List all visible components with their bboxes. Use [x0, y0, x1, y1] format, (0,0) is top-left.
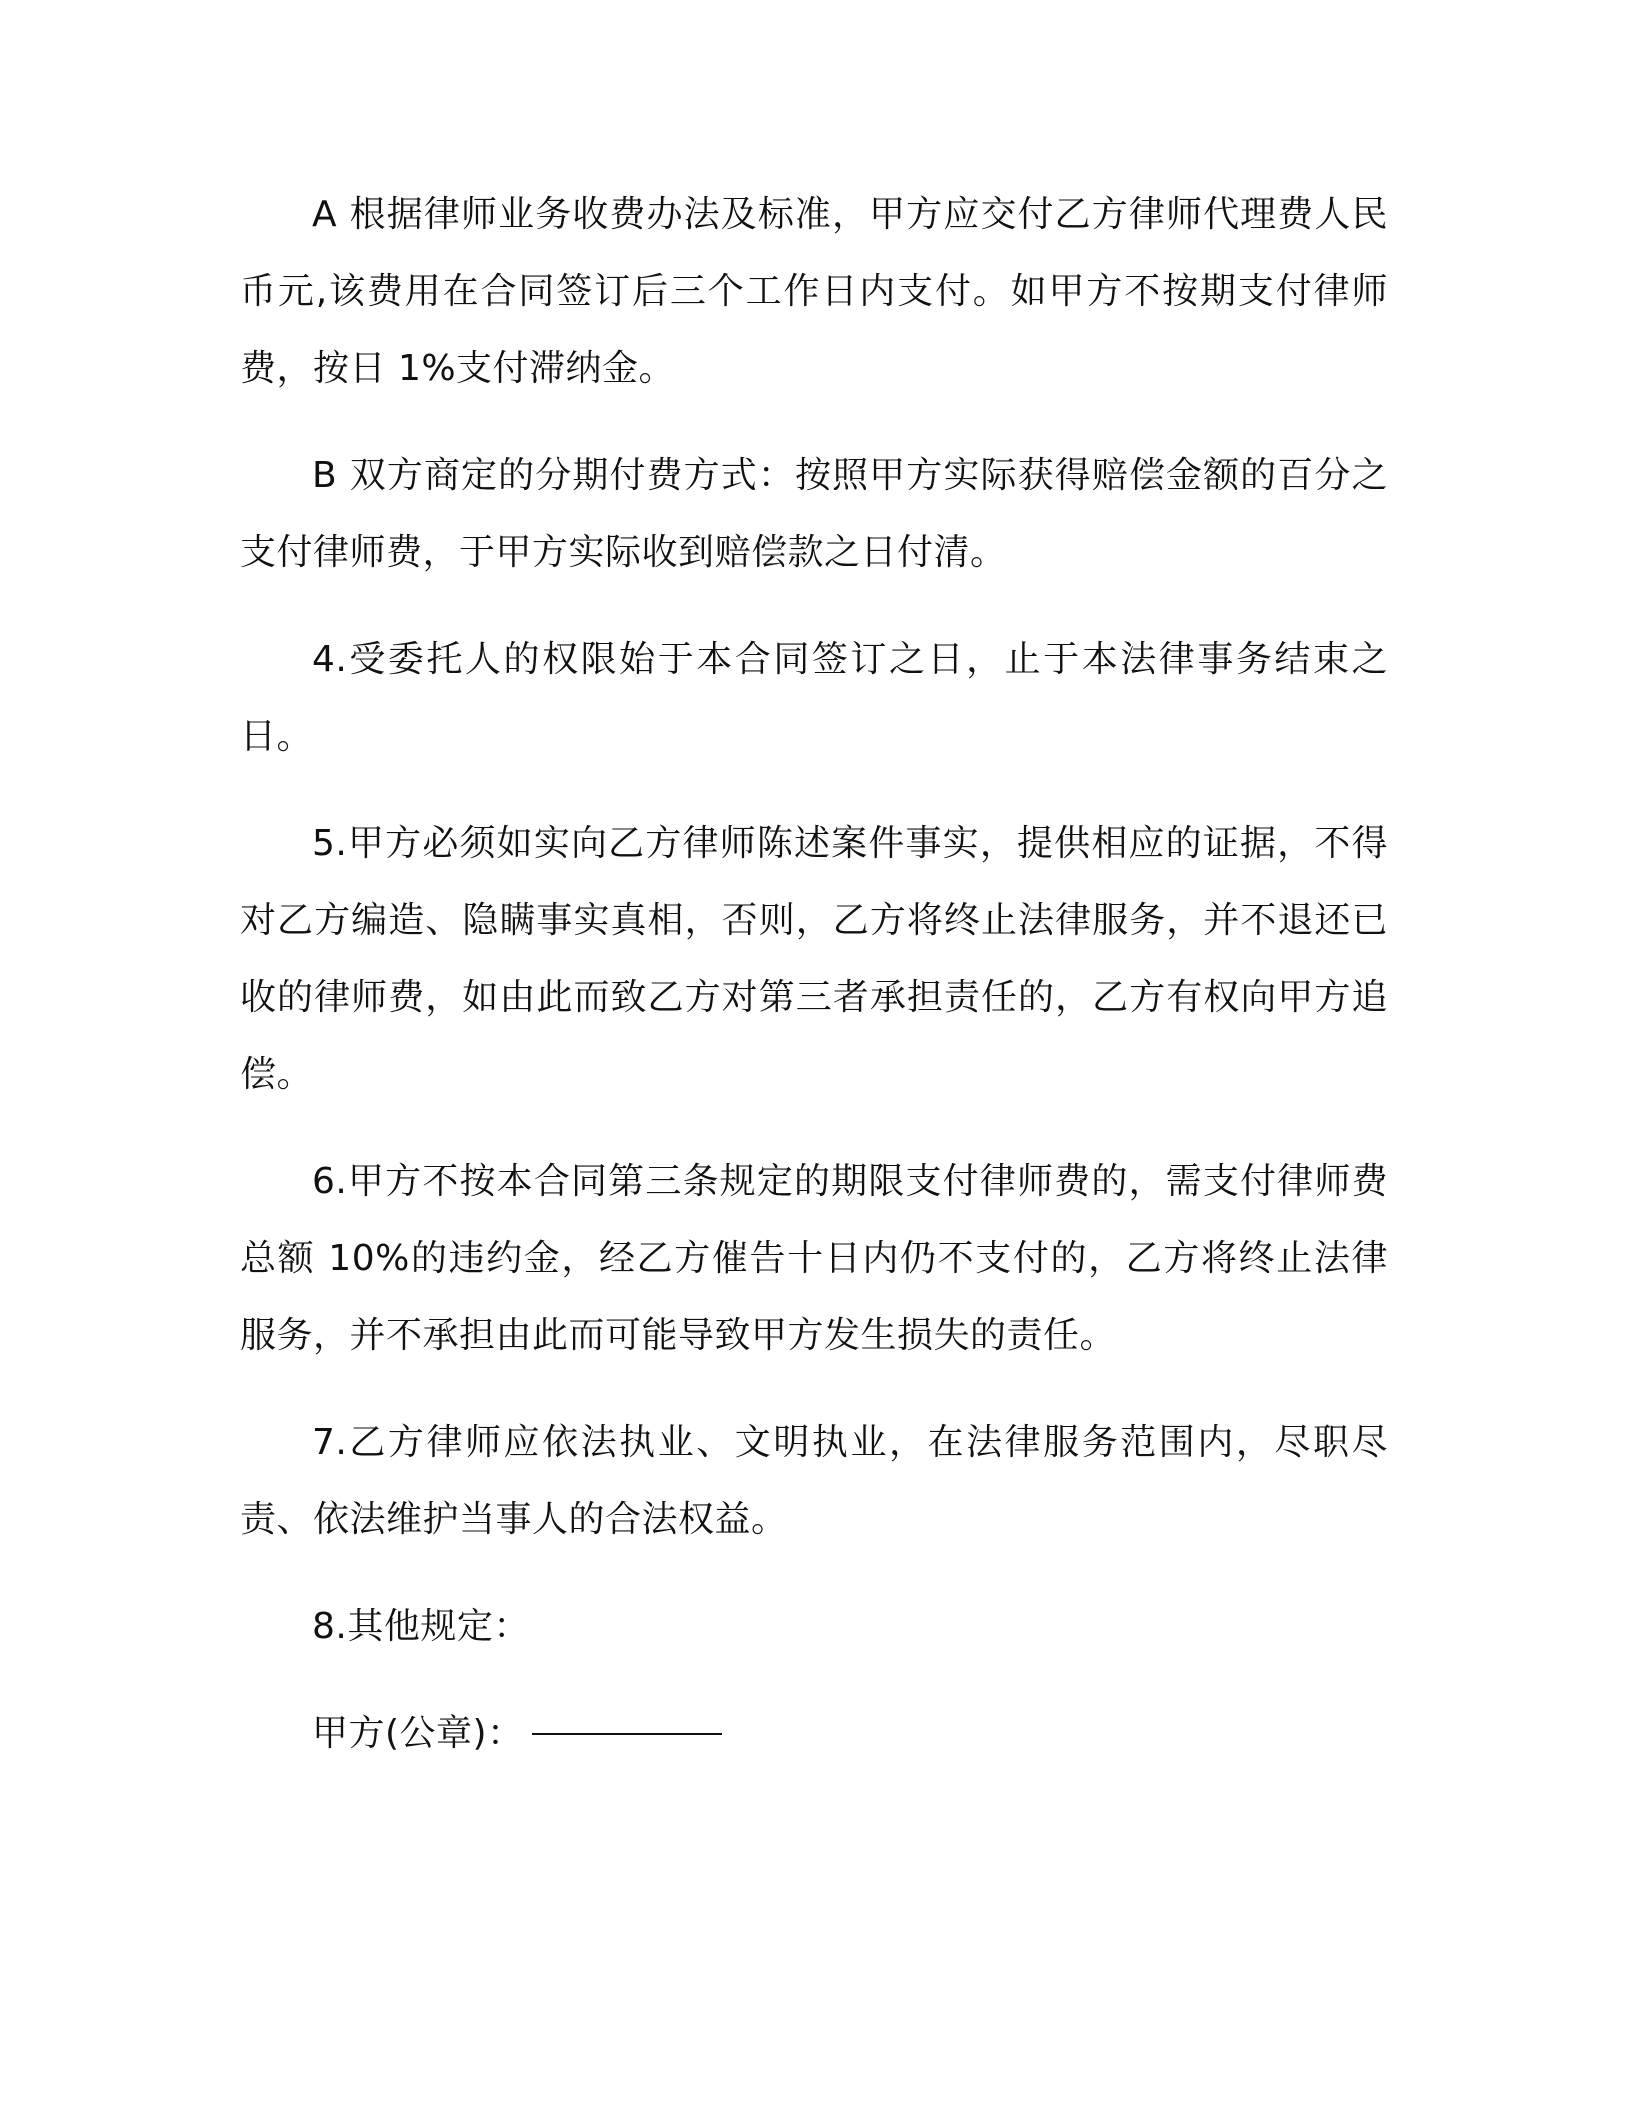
paragraph-fee-b: B 双方商定的分期付费方式：按照甲方实际获得赔偿金额的百分之 支付律师费，于甲方实际收到赔偿款之日付清。	[240, 455, 1388, 573]
paragraph-clause-7: 7.乙方律师应依法执业、文明执业，在法律服务范围内，尽职尽责、依法维护当事人的合法权益。	[240, 1422, 1388, 1540]
paragraph-clause-4: 4.受委托人的权限始于本合同签订之日，止于本法律事务结束之日。	[240, 639, 1388, 757]
paragraph-clause-6: 6.甲方不按本合同第三条规定的期限支付律师费的，需支付律师费总额 10%的违约金，经乙方催告十日内仍不支付的，乙方将终止法律服务，并不承担由此而可能导致甲方发生损失的责任。	[240, 1161, 1388, 1356]
signature-label: 甲方(公章)：	[312, 1713, 524, 1754]
paragraph-clause-8: 8.其他规定：	[312, 1606, 530, 1647]
signature-blank	[532, 1732, 722, 1735]
paragraph-clause-5: 5.甲方必须如实向乙方律师陈述案件事实，提供相应的证据，不得对乙方编造、隐瞒事实真相，否则，乙方将终止法律服务，并不退还已收的律师费，如由此而致乙方对第三者承担责任的，乙方有权向甲方追偿。	[240, 823, 1388, 1095]
paragraph-fee-a: A 根据律师业务收费办法及标准，甲方应交付乙方律师代理费人民币元,该费用在合同签订后三个工作日内支付。如甲方不按期支付律师费，按日 1%支付滞纳金。	[240, 194, 1388, 389]
signature-line-party-a	[240, 1695, 1388, 1772]
document-body	[240, 176, 1388, 1802]
